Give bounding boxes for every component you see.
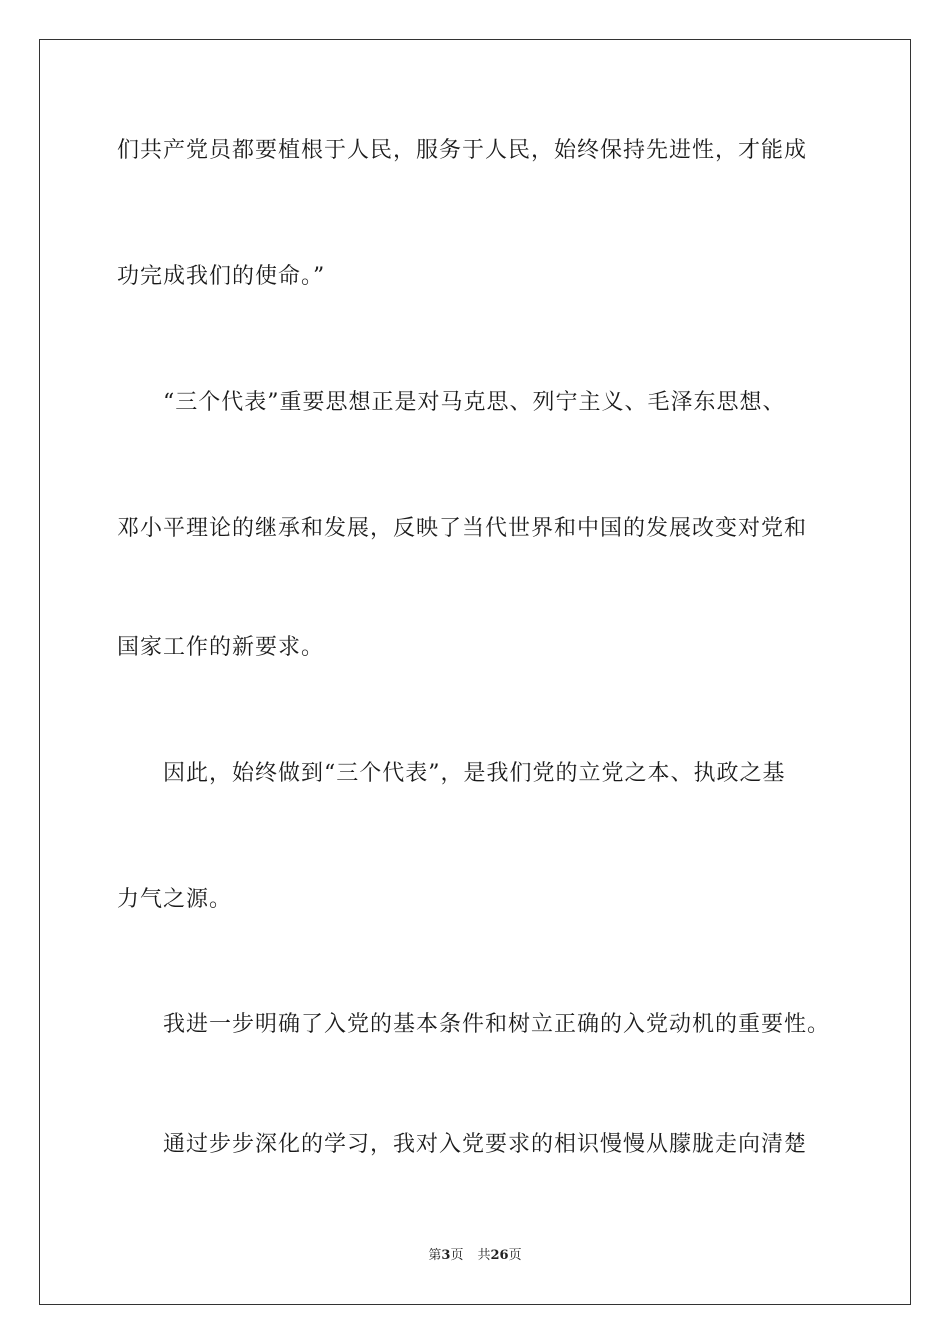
total-label-suffix: 页 [508,1248,522,1263]
paragraph-first-line: 因此，始终做到“三个代表”，是我们党的立党之本、执政之基 [163,761,786,786]
total-page-count: 26 [490,1248,509,1263]
current-page-number: 3 [441,1248,451,1263]
page-label-prefix: 第 [428,1248,442,1263]
body-text-line: 们共产党员都要植根于人民，服务于人民，始终保持先进性，才能成 [117,138,808,163]
page-footer [0,1247,950,1265]
paragraph-first-line: 我进一步明确了入党的基本条件和树立正确的入党动机的重要性。 [163,1012,831,1037]
total-label-prefix: 共 [477,1248,491,1263]
body-text-line: 国家工作的新要求。 [117,635,325,660]
body-text-line: 力气之源。 [117,887,233,912]
page-border [39,39,911,1305]
body-text-line: 邓小平理论的继承和发展，反映了当代世界和中国的发展改变对党和 [117,516,808,541]
body-text-line: 功完成我们的使命。” [117,264,326,289]
page-label-suffix: 页 [450,1248,464,1263]
paragraph-first-line: “三个代表”重要思想正是对马克思、列宁主义、毛泽东思想、 [163,390,786,415]
paragraph-first-line: 通过步步深化的学习，我对入党要求的相识慢慢从朦胧走向清楚 [163,1132,808,1157]
